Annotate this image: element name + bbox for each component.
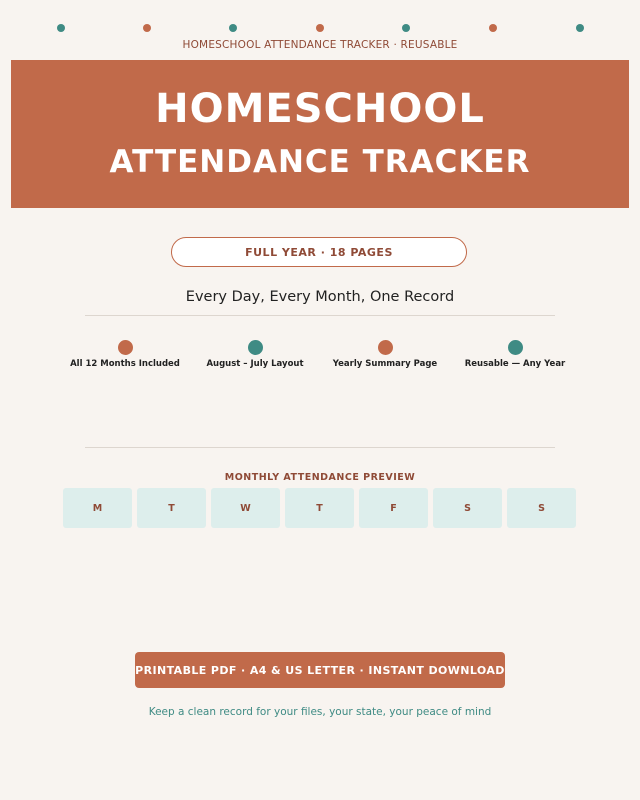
decorative-dot	[229, 24, 237, 32]
feature-dot-icon	[248, 340, 263, 355]
hero-title-line1: HOMESCHOOL	[155, 86, 485, 132]
decorative-dot	[57, 24, 65, 32]
hero-title-line2: ATTENDANCE TRACKER	[109, 144, 531, 180]
download-cta-label: PRINTABLE PDF · A4 & US LETTER · INSTANT DOWNLOAD	[135, 663, 505, 677]
feature-item	[185, 340, 325, 369]
top-label: HOMESCHOOL ATTENDANCE TRACKER · REUSABLE	[182, 39, 458, 51]
feature-label: August – July Layout	[206, 359, 304, 369]
weekday-cell: M	[63, 488, 132, 528]
weekday-cell: S	[507, 488, 576, 528]
weekday-cell: F	[359, 488, 428, 528]
hero-banner	[11, 60, 629, 208]
page-count-badge-label: FULL YEAR · 18 PAGES	[245, 245, 393, 259]
weekday-preview-row	[63, 488, 576, 528]
page-count-badge	[171, 237, 467, 267]
decorative-dot	[576, 24, 584, 32]
feature-item	[445, 340, 585, 369]
divider	[85, 447, 555, 448]
weekday-cell: S	[433, 488, 502, 528]
weekday-cell: T	[137, 488, 206, 528]
feature-label: Reusable — Any Year	[464, 359, 566, 369]
decorative-dot	[489, 24, 497, 32]
weekday-cell: T	[285, 488, 354, 528]
download-cta-button[interactable]	[135, 652, 505, 688]
weekday-cell: W	[211, 488, 280, 528]
feature-label: All 12 Months Included	[70, 359, 180, 369]
feature-item	[55, 340, 195, 369]
divider	[85, 315, 555, 316]
feature-label: Yearly Summary Page	[332, 359, 438, 369]
footer-note: Keep a clean record for your files, your state, your peace of mind	[148, 706, 492, 718]
preview-title: MONTHLY ATTENDANCE PREVIEW	[224, 472, 416, 483]
feature-dot-icon	[508, 340, 523, 355]
feature-dot-icon	[118, 340, 133, 355]
feature-dot-icon	[378, 340, 393, 355]
tagline: Every Day, Every Month, One Record	[185, 289, 455, 305]
decorative-dot	[143, 24, 151, 32]
feature-item	[315, 340, 455, 369]
decorative-dot	[402, 24, 410, 32]
decorative-dot	[316, 24, 324, 32]
